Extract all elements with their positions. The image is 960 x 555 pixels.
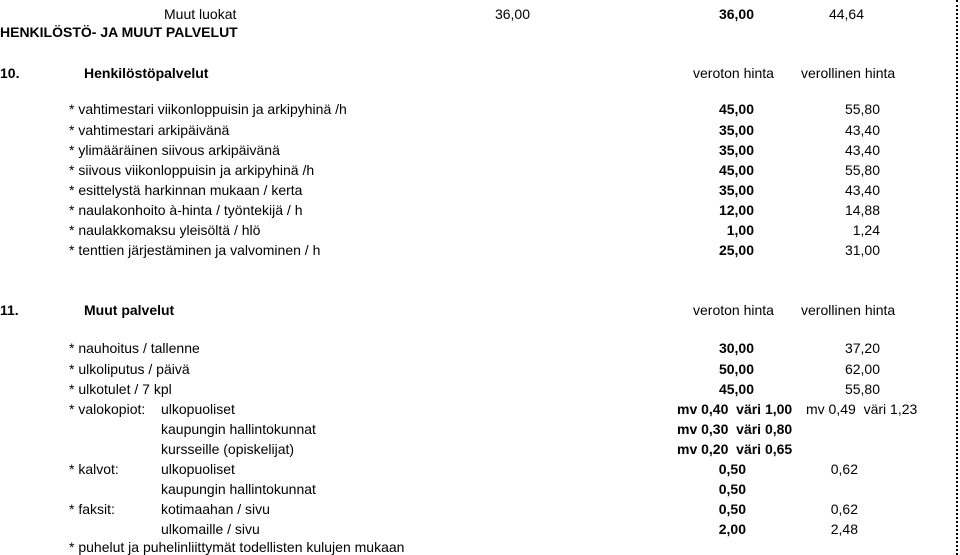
faksit-sub-label: ulkomaille / sivu [161, 521, 260, 537]
muut-luokat-value-1: 36,00 [494, 6, 530, 22]
section-11-col-gross: verollinen hinta [801, 302, 896, 318]
list-item-gross: 37,20 [844, 340, 880, 356]
list-item-gross: 55,80 [844, 381, 880, 397]
kalvot-net: 0,50 [718, 461, 746, 477]
muut-luokat-value-2: 36,00 [718, 6, 754, 22]
list-item-label: * naulakonhoito à-hinta / työntekijä / h [69, 202, 303, 218]
faksit-sub-label: kotimaahan / sivu [161, 501, 270, 517]
kalvot-label: * kalvot: [69, 461, 119, 477]
valokopiot-net: mv 0,40 väri 1,00 [677, 401, 793, 417]
section-11-col-net: veroton hinta [693, 302, 774, 318]
list-item-label: * ulkotulet / 7 kpl [69, 381, 172, 397]
kalvot-gross: 0,62 [830, 461, 858, 477]
list-item-label: * ulkoliputus / päivä [69, 361, 190, 377]
faksit-gross: 2,48 [830, 521, 858, 537]
list-item-net: 35,00 [718, 142, 754, 158]
list-item-gross: 55,80 [844, 101, 880, 117]
list-item-gross: 31,00 [844, 242, 880, 258]
section-10-number: 10. [0, 65, 20, 81]
kalvot-sub-label: ulkopuoliset [161, 461, 235, 477]
puhelut-row: * puhelut ja puhelinliittymät todellisten kulujen mukaan [69, 539, 405, 555]
list-item-net: 50,00 [718, 361, 754, 377]
faksit-net: 2,00 [718, 521, 746, 537]
section-11-title: Muut palvelut [84, 302, 175, 318]
valokopiot-sub-label: kursseille (opiskelijat) [161, 441, 295, 457]
list-item-gross: 1,24 [852, 222, 880, 238]
valokopiot-sub-label: ulkopuoliset [161, 401, 235, 417]
kalvot-net: 0,50 [718, 481, 746, 497]
section-11-number: 11. [0, 302, 19, 318]
list-item-label: * tenttien järjestäminen ja valvominen / h [69, 242, 321, 258]
valokopiot-net: mv 0,20 väri 0,65 [677, 441, 793, 457]
list-item-gross: 43,40 [844, 142, 880, 158]
section-10-col-net: veroton hinta [693, 65, 774, 81]
list-item-gross: 43,40 [844, 182, 880, 198]
list-item-net: 45,00 [718, 101, 754, 117]
list-item-net: 1,00 [726, 222, 754, 238]
list-item-label: * vahtimestari viikonloppuisin ja arkipyhinä /h [69, 101, 347, 117]
valokopiot-sub-label: kaupungin hallintokunnat [161, 421, 316, 437]
list-item-label: * naulakkomaksu yleisöltä / hlö [69, 222, 261, 238]
list-item-gross: 55,80 [844, 162, 880, 178]
section-10-title: Henkilöstöpalvelut [84, 65, 209, 81]
muut-luokat-label: Muut luokat [164, 6, 237, 22]
faksit-label: * faksit: [69, 501, 115, 517]
valokopiot-net: mv 0,30 väri 0,80 [677, 421, 793, 437]
list-item-gross: 14,88 [844, 202, 880, 218]
page-border-dotted [956, 0, 958, 555]
list-item-net: 35,00 [718, 182, 754, 198]
section-10-col-gross: verollinen hinta [801, 65, 896, 81]
list-item-label: * siivous viikonloppuisin ja arkipyhinä /h [69, 162, 315, 178]
list-item-net: 45,00 [718, 381, 754, 397]
valokopiot-label: * valokopiot: [69, 401, 146, 417]
list-item-net: 35,00 [718, 122, 754, 138]
valokopiot-gross: mv 0,49 väri 1,23 [806, 401, 918, 417]
muut-luokat-value-3: 44,64 [828, 6, 864, 22]
section-heading: HENKILÖSTÖ- JA MUUT PALVELUT [0, 24, 238, 40]
list-item-net: 25,00 [718, 242, 754, 258]
list-item-gross: 62,00 [844, 361, 880, 377]
list-item-label: * vahtimestari arkipäivänä [69, 122, 230, 138]
list-item-net: 45,00 [718, 162, 754, 178]
list-item-label: * nauhoitus / tallenne [69, 340, 200, 356]
faksit-net: 0,50 [718, 501, 746, 517]
list-item-label: * ylimääräinen siivous arkipäivänä [69, 142, 280, 158]
kalvot-sub-label: kaupungin hallintokunnat [161, 481, 316, 497]
list-item-label: * esittelystä harkinnan mukaan / kerta [69, 182, 303, 198]
list-item-net: 12,00 [718, 202, 754, 218]
faksit-gross: 0,62 [830, 501, 858, 517]
list-item-net: 30,00 [718, 340, 754, 356]
list-item-gross: 43,40 [844, 122, 880, 138]
